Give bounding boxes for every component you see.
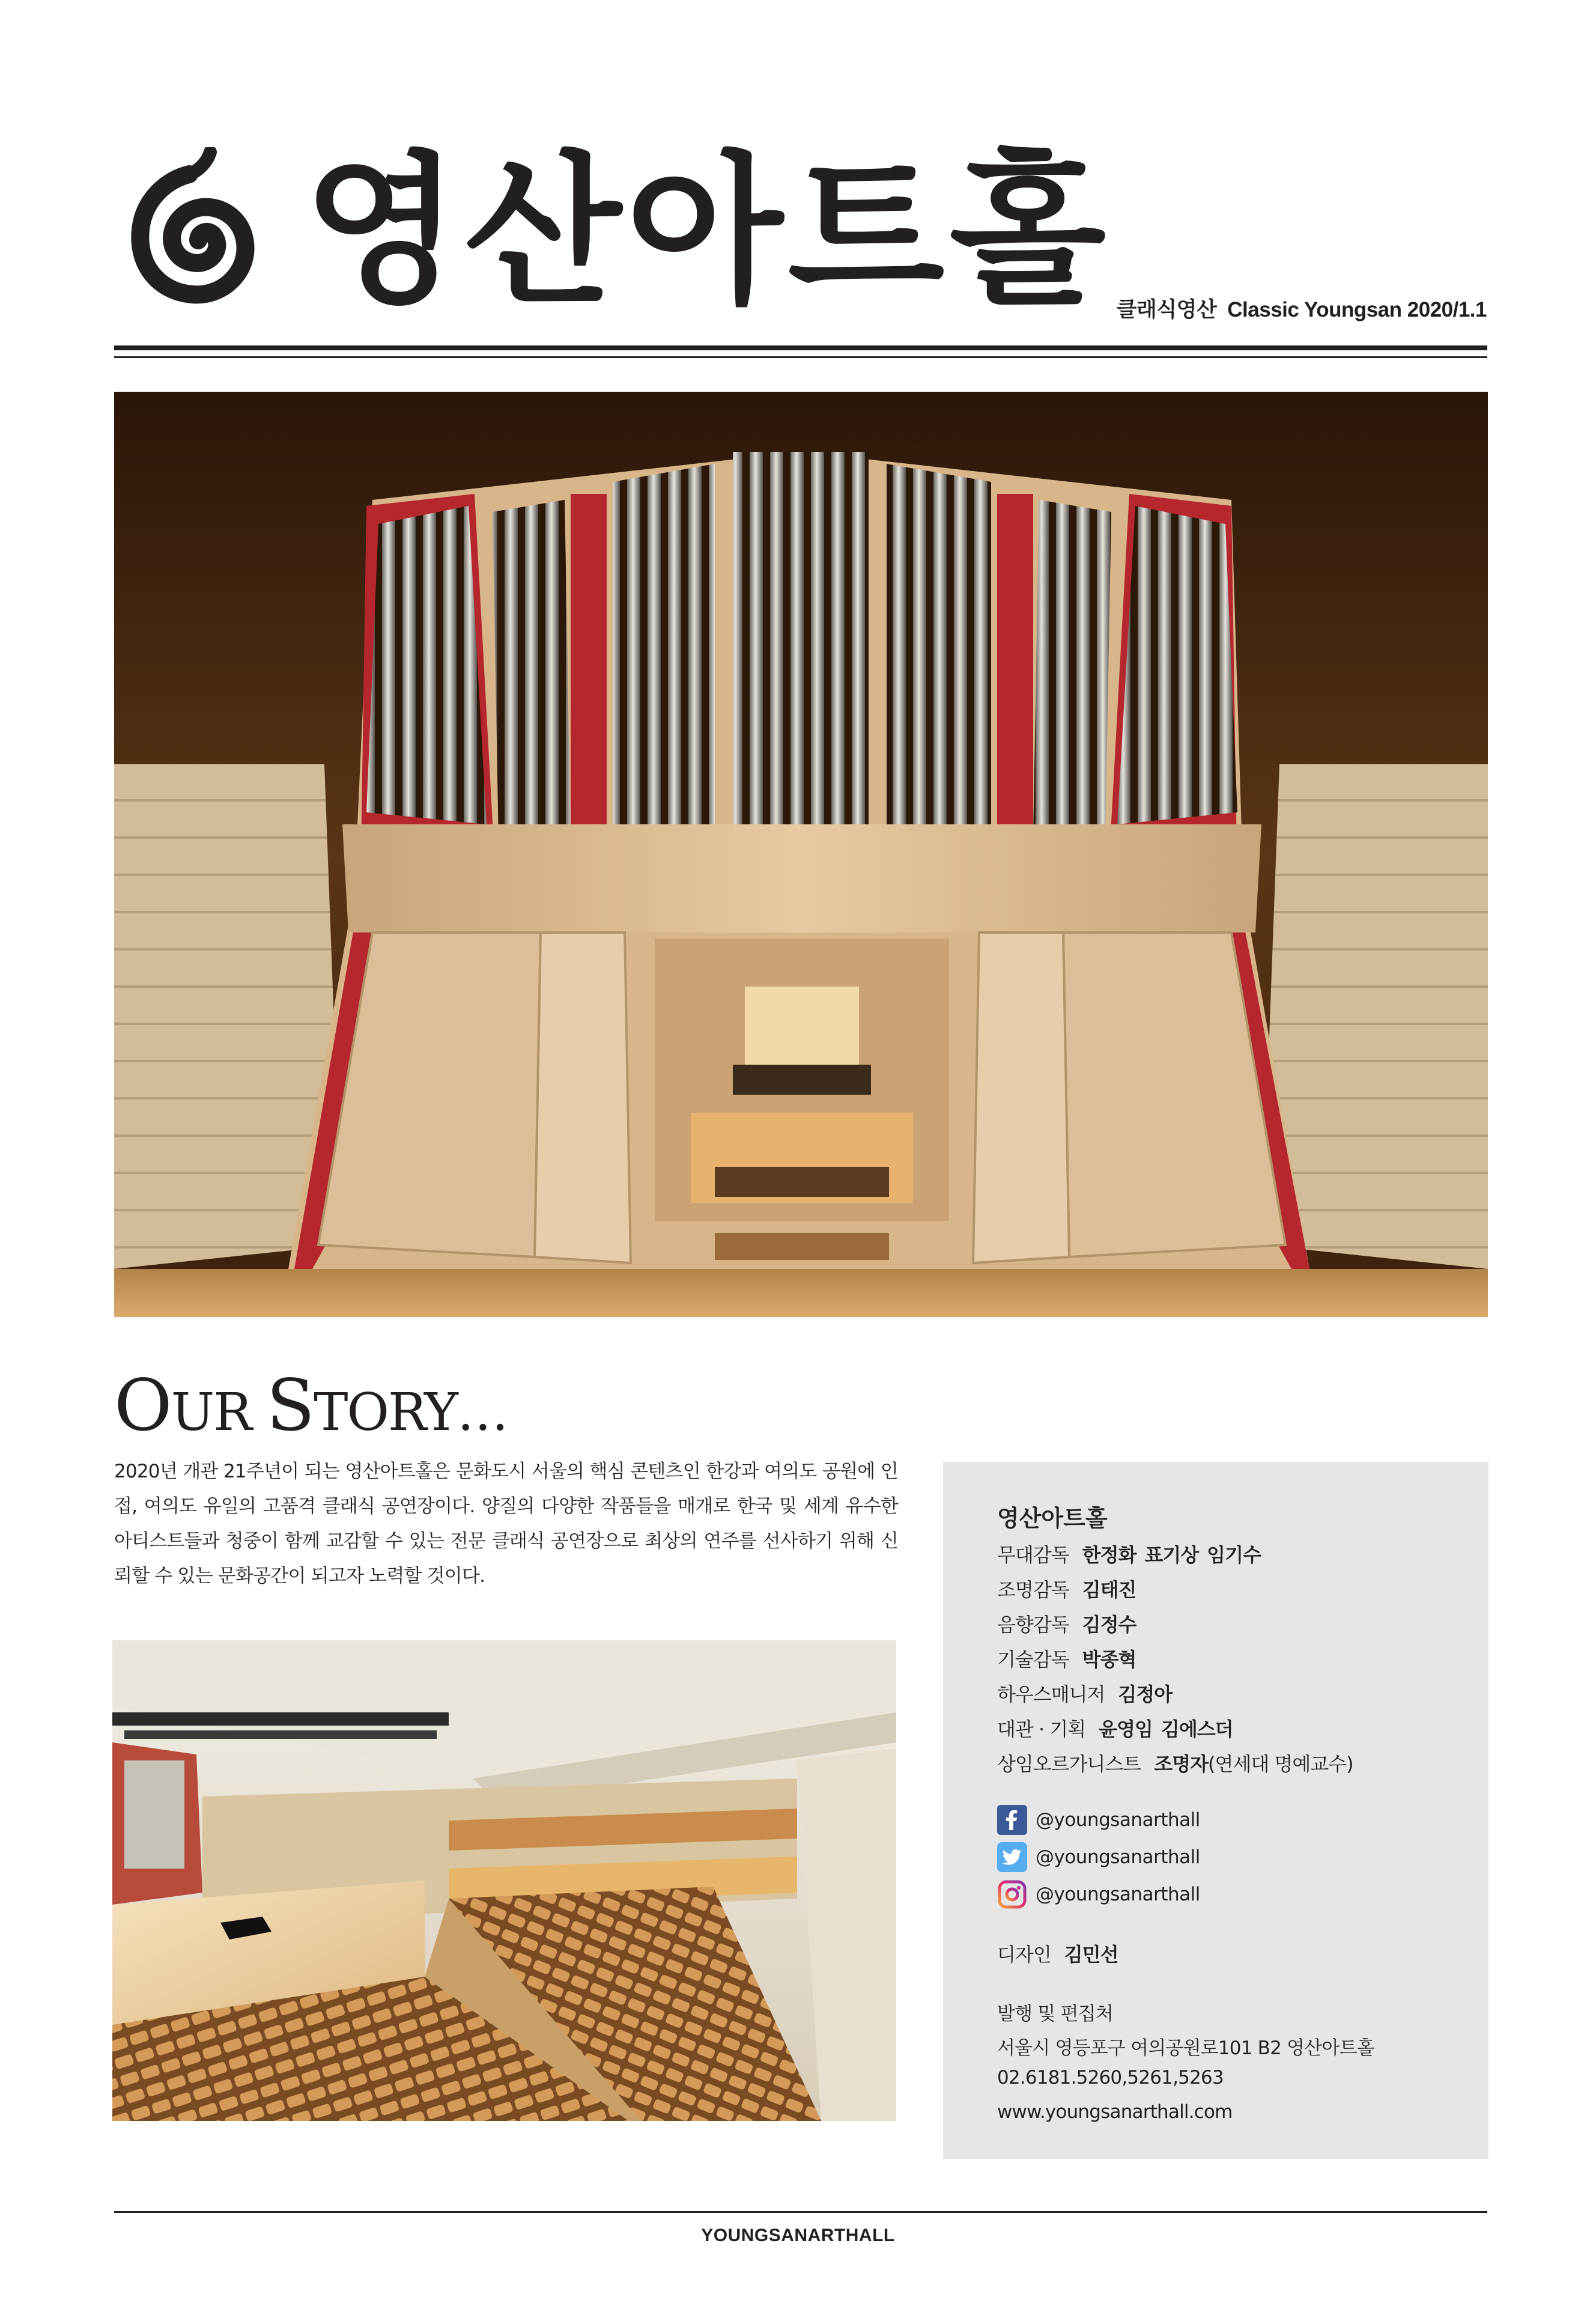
publisher-website[interactable]: www.youngsanarthall.com bbox=[997, 2101, 1233, 2123]
issue-label: Classic Youngsan 2020/1.1 bbox=[1227, 298, 1487, 321]
social-handle: @youngsanarthall bbox=[1036, 1884, 1200, 1905]
credit-row-design bbox=[997, 1939, 1127, 1967]
social-twitter[interactable] bbox=[997, 1842, 1200, 1873]
credit-name: 한정화 bbox=[1082, 1544, 1136, 1566]
publisher-label: 발행 및 편집처 bbox=[997, 2003, 1113, 2025]
credit-row-lighting-director bbox=[997, 1575, 1144, 1602]
credit-name: 조명자 bbox=[1154, 1753, 1209, 1775]
publisher-phone: 02.6181.5260,5261,5263 bbox=[997, 2067, 1224, 2088]
credit-name: 김정수 bbox=[1082, 1613, 1136, 1636]
issue-line bbox=[1117, 293, 1487, 323]
credit-name: 김정아 bbox=[1118, 1683, 1173, 1706]
social-facebook[interactable] bbox=[997, 1804, 1200, 1836]
story-heading bbox=[114, 1364, 508, 1447]
masthead-title: 영산아트홀 bbox=[303, 136, 1111, 326]
credit-role: 무대감독 bbox=[997, 1544, 1069, 1566]
credit-role: 음향감독 bbox=[997, 1613, 1069, 1636]
story-heading-initial-s: S bbox=[266, 1364, 314, 1447]
credit-role: 조명감독 bbox=[997, 1578, 1069, 1601]
credit-role: 대관 · 기획 bbox=[997, 1718, 1086, 1741]
story-body: 2020년 개관 21주년이 되는 영산아트홀은 문화도시 서울의 핵심 콘텐츠인 한강과 여의도 공원에 인접, 여의도 유일의 고품격 클래식 공연장이다. 양질의 다양한 작품들을 매개로 한국 및 세계 유수한 아티스트들과 청중이 함께 교감할 수 있는 전문 클래식 공연장으로 최상의 연주를 선사하기 위해 신뢰할 수 있는 문화공간이 되고자 노력할 것이다. bbox=[114, 1461, 898, 1587]
credit-name: 김태진 bbox=[1082, 1578, 1136, 1601]
credit-name: 박종혁 bbox=[1082, 1648, 1136, 1671]
footer-rule bbox=[114, 2211, 1487, 2213]
credit-name: 김에스더 bbox=[1161, 1718, 1233, 1741]
story-heading-initial-o: O bbox=[114, 1364, 171, 1447]
issue-prefix: 클래식영산 bbox=[1116, 298, 1217, 321]
credit-name: 표기상 bbox=[1144, 1544, 1199, 1566]
credit-row-rental-planning bbox=[997, 1714, 1242, 1742]
credit-row-stage-directors bbox=[997, 1540, 1269, 1568]
story-heading-word-story: TORY… bbox=[314, 1383, 508, 1443]
credit-row-resident-organist bbox=[997, 1749, 1353, 1777]
masthead-rule-thick bbox=[114, 345, 1487, 350]
credits-title: 영산아트홀 bbox=[997, 1505, 1108, 1532]
masthead-rule-thin bbox=[114, 356, 1487, 358]
social-handle: @youngsanarthall bbox=[1036, 1809, 1200, 1831]
social-handle: @youngsanarthall bbox=[1036, 1846, 1200, 1868]
credit-role: 기술감독 bbox=[997, 1648, 1069, 1671]
story-heading-word-our: UR bbox=[171, 1383, 267, 1443]
credit-row-technical-director bbox=[997, 1644, 1144, 1672]
credit-role: 하우스매니저 bbox=[997, 1683, 1105, 1706]
credit-suffix: (연세대 명예교수) bbox=[1208, 1753, 1353, 1775]
credit-name: 임기수 bbox=[1207, 1544, 1261, 1566]
credit-name: 김민선 bbox=[1064, 1943, 1118, 1966]
footer-text: YOUNGSANARTHALL bbox=[701, 2225, 895, 2245]
concert-hall-photo bbox=[112, 1640, 896, 2121]
credits-panel bbox=[943, 1462, 1488, 2159]
credit-row-sound-director bbox=[997, 1610, 1144, 1637]
instagram-icon bbox=[997, 1879, 1027, 1909]
publisher-address: 서울시 영등포구 여의공원로101 B2 영산아트홀 bbox=[997, 2037, 1374, 2059]
credit-role: 상임오르가니스트 bbox=[997, 1753, 1141, 1775]
credit-name: 윤영임 bbox=[1099, 1718, 1153, 1741]
facebook-icon bbox=[997, 1805, 1027, 1835]
pipe-organ-photo bbox=[114, 392, 1488, 1317]
credit-role: 디자인 bbox=[997, 1943, 1051, 1966]
credit-row-house-manager bbox=[997, 1679, 1180, 1707]
social-instagram[interactable] bbox=[997, 1879, 1200, 1910]
spiral-logo-icon bbox=[108, 147, 288, 327]
twitter-icon bbox=[997, 1842, 1027, 1872]
